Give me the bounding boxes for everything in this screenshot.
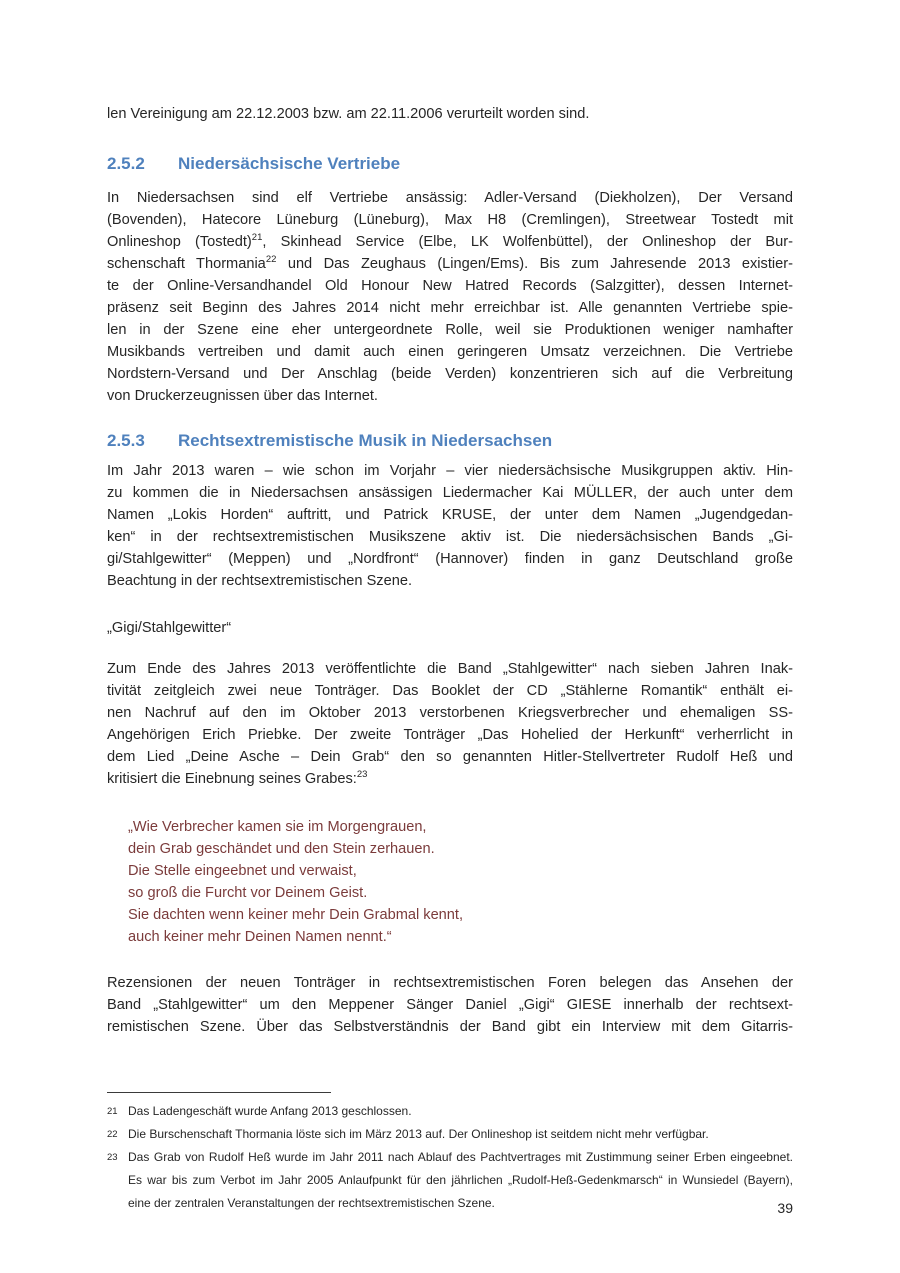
quote-line: „Wie Verbrecher kamen sie im Morgengrauen,: [128, 819, 427, 835]
paragraph-text: Onlineshop (Tostedt): [107, 234, 252, 250]
paragraph-line: In Niedersachsen sind elf Vertriebe ansässig: Adler-Versand (Diekholzen), Der Versand: [107, 190, 793, 206]
quote-line: so groß die Furcht vor Deinem Geist.: [128, 885, 368, 901]
footnote-22: [107, 1123, 793, 1146]
footnotes-block: [107, 1092, 793, 1215]
paragraph-line: len in der Szene eine eher untergeordnete Rolle, weil sie Produktionen weniger namhafter: [107, 322, 793, 338]
paragraph-line: (Bovenden), Hatecore Lüneburg (Lüneburg), Max H8 (Cremlingen), Streetwear Tostedt mit: [107, 212, 793, 228]
paragraph-line: dem Lied „Deine Asche – Dein Grab“ den so genannten Hitler-Stellvertreter Rudolf Heß und: [107, 749, 793, 765]
paragraph-line: präsenz seit Beginn des Jahres 2014 nicht mehr erreichbar ist. Alle genannten Vertriebe spie-: [107, 300, 793, 316]
paragraph-line: nen Nachruf auf den im Oktober 2013 verstorbenen Kriegsverbrecher und ehemaligen SS-: [107, 705, 793, 721]
paragraph-line: Beachtung in der rechtsextremistischen Szene.: [107, 573, 413, 589]
paragraph-text: und Das Zeughaus (Lingen/Ems). Bis zum Jahresende 2013 existier-: [276, 256, 793, 272]
footnote-21: [107, 1100, 793, 1123]
paragraph-line: te der Online-Versandhandel Old Honour New Hatred Records (Salzgitter), dessen Internet-: [107, 278, 793, 294]
body-paragraph-rezensionen: [107, 972, 793, 1038]
paragraph-line: tivität zeitgleich zwei neue Tonträger. Das Booklet der CD „Stählerne Romantik“ enthält ei-: [107, 683, 793, 699]
paragraph-line: Im Jahr 2013 waren – wie schon im Vorjahr – vier niedersächsische Musikgruppen aktiv. Hin-: [107, 463, 793, 479]
quote-line: Sie dachten wenn keiner mehr Dein Grabmal kennt,: [128, 907, 464, 923]
footnote-ref-21: 21: [251, 232, 263, 243]
footnote-line: Das Grab von Rudolf Heß wurde im Jahr 2011 nach Ablauf des Pachtvertrages mit Zustimmung seiner Erben eingeebnet.: [128, 1150, 793, 1164]
section-number: 2.5.2: [107, 154, 145, 173]
paragraph-line: zu kommen die in Niedersachsen ansässigen Liedermacher Kai MÜLLER, der auch unter dem: [107, 485, 793, 501]
paragraph-line: Namen „Lokis Horden“ auftritt, und Patrick KRUSE, der unter dem Namen „Jugendgedan-: [107, 507, 793, 523]
paragraph-line: Nordstern-Versand und Der Anschlag (beide Verden) konzentrieren sich auf die Verbreitung: [107, 366, 793, 382]
paragraph-line: gi/Stahlgewitter“ (Meppen) und „Nordfront“ (Hannover) finden in ganz Deutschland große: [107, 551, 793, 567]
band-subheading-gigi-stahlgewitter: „Gigi/Stahlgewitter“: [107, 620, 232, 636]
section-title: Rechtsextremistische Musik in Niedersachsen: [178, 431, 553, 450]
paragraph-line: [107, 768, 793, 790]
paragraph-line: remistischen Szene. Über das Selbstverständnis der Band gibt ein Interview mit dem Gitarris-: [107, 1019, 793, 1035]
footnote-23: [107, 1146, 793, 1215]
body-paragraph-musikgruppen: [107, 460, 793, 592]
footnote-text: [128, 1123, 793, 1146]
paragraph-line: [107, 231, 793, 253]
footnote-number: 23: [107, 1152, 118, 1163]
section-heading-2-5-2: [107, 152, 793, 176]
footnote-ref-22: 22: [265, 254, 277, 265]
footnote-text: [128, 1146, 793, 1215]
quote-line: dein Grab geschändet und den Stein zerhauen.: [128, 841, 435, 857]
footnote-line: Die Burschenschaft Thormania löste sich im März 2013 auf. Der Onlineshop ist seitdem nicht mehr verfügbar.: [128, 1127, 709, 1141]
song-quote-block: [128, 816, 793, 948]
intro-paragraph-line: len Vereinigung am 22.12.2003 bzw. am 22.11.2006 verurteilt worden sind.: [107, 106, 590, 122]
paragraph-text: kritisiert die Einebnung seines Grabes:: [107, 771, 357, 787]
footnote-text: [128, 1100, 793, 1123]
section-heading-2-5-3: [107, 429, 793, 453]
paragraph-line: Zum Ende des Jahres 2013 veröffentlichte die Band „Stahlgewitter“ nach sieben Jahren Inak-: [107, 661, 793, 677]
paragraph-line: ken“ in der rechtsextremistischen Musikszene aktiv ist. Die niedersächsischen Bands „Gi-: [107, 529, 793, 545]
footnote-line: eine der zentralen Veranstaltungen der rechtsextremistischen Szene.: [128, 1196, 495, 1210]
quote-line: Die Stelle eingeebnet und verwaist,: [128, 863, 357, 879]
footnote-number: 21: [107, 1106, 118, 1117]
body-paragraph-stahlgewitter: [107, 658, 793, 790]
footnote-separator: [107, 1092, 331, 1093]
footnote-line: Das Ladengeschäft wurde Anfang 2013 geschlossen.: [128, 1104, 412, 1118]
paragraph-text: schenschaft Thormania: [107, 256, 266, 272]
paragraph-line: Band „Stahlgewitter“ um den Meppener Sänger Daniel „Gigi“ GIESE innerhalb der rechtsext-: [107, 997, 793, 1013]
footnote-number: 22: [107, 1129, 118, 1140]
paragraph-line: [107, 253, 793, 275]
paragraph-text: , Skinhead Service (Elbe, LK Wolfenbüttel), der Onlineshop der Bur-: [262, 234, 793, 250]
paragraph-line: von Druckerzeugnissen über das Internet.: [107, 388, 378, 404]
section-number: 2.5.3: [107, 431, 145, 450]
section-title: Niedersächsische Vertriebe: [178, 154, 401, 173]
paragraph-line: Rezensionen der neuen Tonträger in rechtsextremistischen Foren belegen das Ansehen der: [107, 975, 793, 991]
body-paragraph-vertriebe: [107, 187, 793, 407]
footnote-line: Es war bis zum Verbot im Jahr 2005 Anlaufpunkt für den jährlichen „Rudolf-Heß-Gedenkmarsch“ in Wunsiedel (Bayern),: [128, 1173, 793, 1187]
footnote-ref-23: 23: [356, 769, 368, 780]
paragraph-line: Angehörigen Erich Priebke. Der zweite Tonträger „Das Hohelied der Herkunft“ verherrlicht in: [107, 727, 793, 743]
page-number: 39: [777, 1200, 793, 1216]
quote-line: auch keiner mehr Deinen Namen nennt.“: [128, 929, 392, 945]
paragraph-line: Musikbands vertreiben und damit auch einen geringeren Umsatz verzeichnen. Die Vertriebe: [107, 344, 793, 360]
